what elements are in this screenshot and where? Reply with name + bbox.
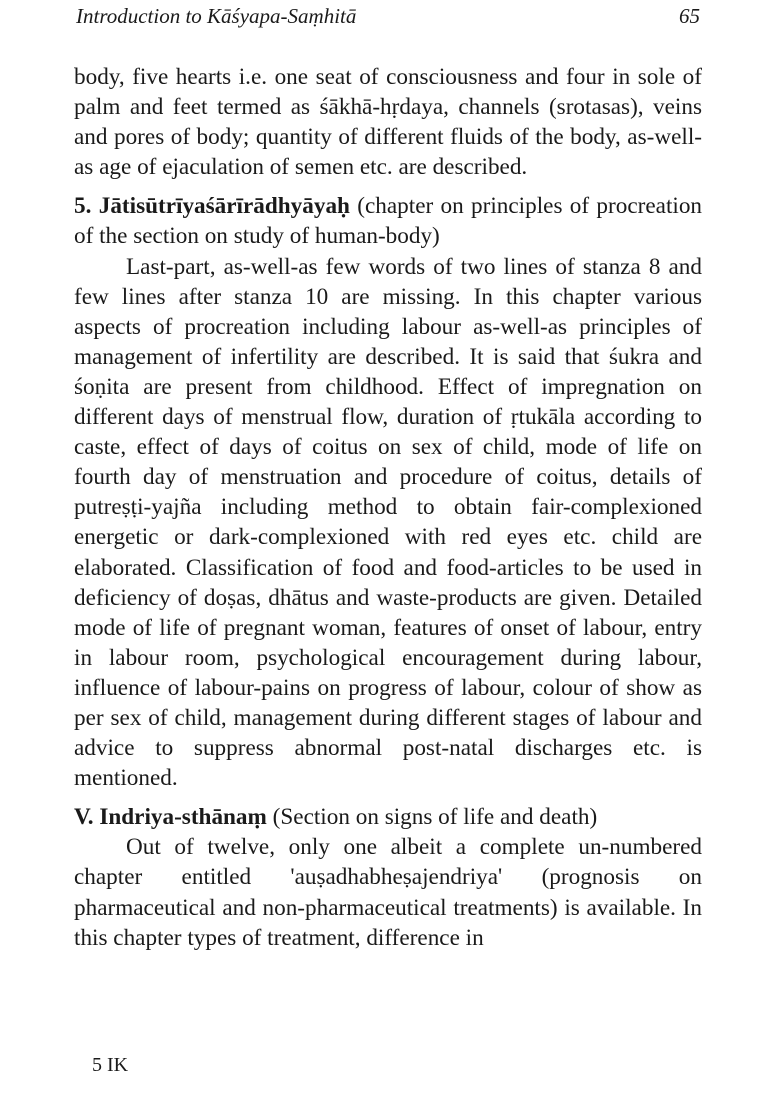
running-head [76,2,700,30]
section-description: (Section on signs of life and death) [272,804,598,831]
paragraph-section-v: Out of twelve, only one albeit a complete un-numbered chapter entitled 'auṣadhabheṣajendriya' (prognosis on pharmaceutical and non-pharmaceutical treatments) is available. In this chapter types of treatment, difference in [74,834,702,951]
chapter-title: Jātisūtrīyaśārīrādhyāyaḥ [98,193,350,220]
paragraph-chapter-5: Last-part, as-well-as few words of two lines of stanza 8 and few lines after stanza 10 are missing. In this chapter various aspects of procreation including labour as-well-as principles of management of infertility are described. It is said that śukra and śoṇita are present from childhood. Effect of impregnation on different days of menstrual flow, duration of ṛtukāla according to caste, effect of days of coitus on sex of child, mode of life on fourth day of menstruation and procedure of coitus, details of putreṣṭi-yajña including method to obtain fair-complexioned energetic or dark-complexioned with red eyes etc. child are elaborated. Classification of food and food-articles to be used in deficiency of doṣas, dhātus and waste-products are given. Detailed mode of life of pregnant woman, features of onset of labour, entry in labour room, psychological encouragement during labour, influence of labour-pains on progress of labour, colour of show as per sex of child, management during different stages of labour and advice to suppress abnormal post-natal discharges etc. is mentioned. [74,253,702,792]
section-heading-v [74,802,702,832]
paragraph-continued: body, five hearts i.e. one seat of consciousness and four in sole of palm and feet termed as śākhā-hṛdaya, channels (srotasas), veins and pores of body; quantity of different fluids of the body, as-well-as age of ejaculation of semen etc. are described. [74,64,702,181]
chapter-number: 5. [74,193,92,220]
section-title: V. Indriya-sthānaṃ [74,804,267,831]
body-text [74,62,702,953]
chapter-heading-5 [74,191,702,251]
chapter-description: (chapter on principles of procreation of the section on study of human-body) [74,193,703,250]
running-head-title: Introduction to Kāśyapa-Saṃhitā [76,3,357,28]
signature-mark: 5 IK [92,1054,129,1076]
page-number: 65 [679,3,700,28]
